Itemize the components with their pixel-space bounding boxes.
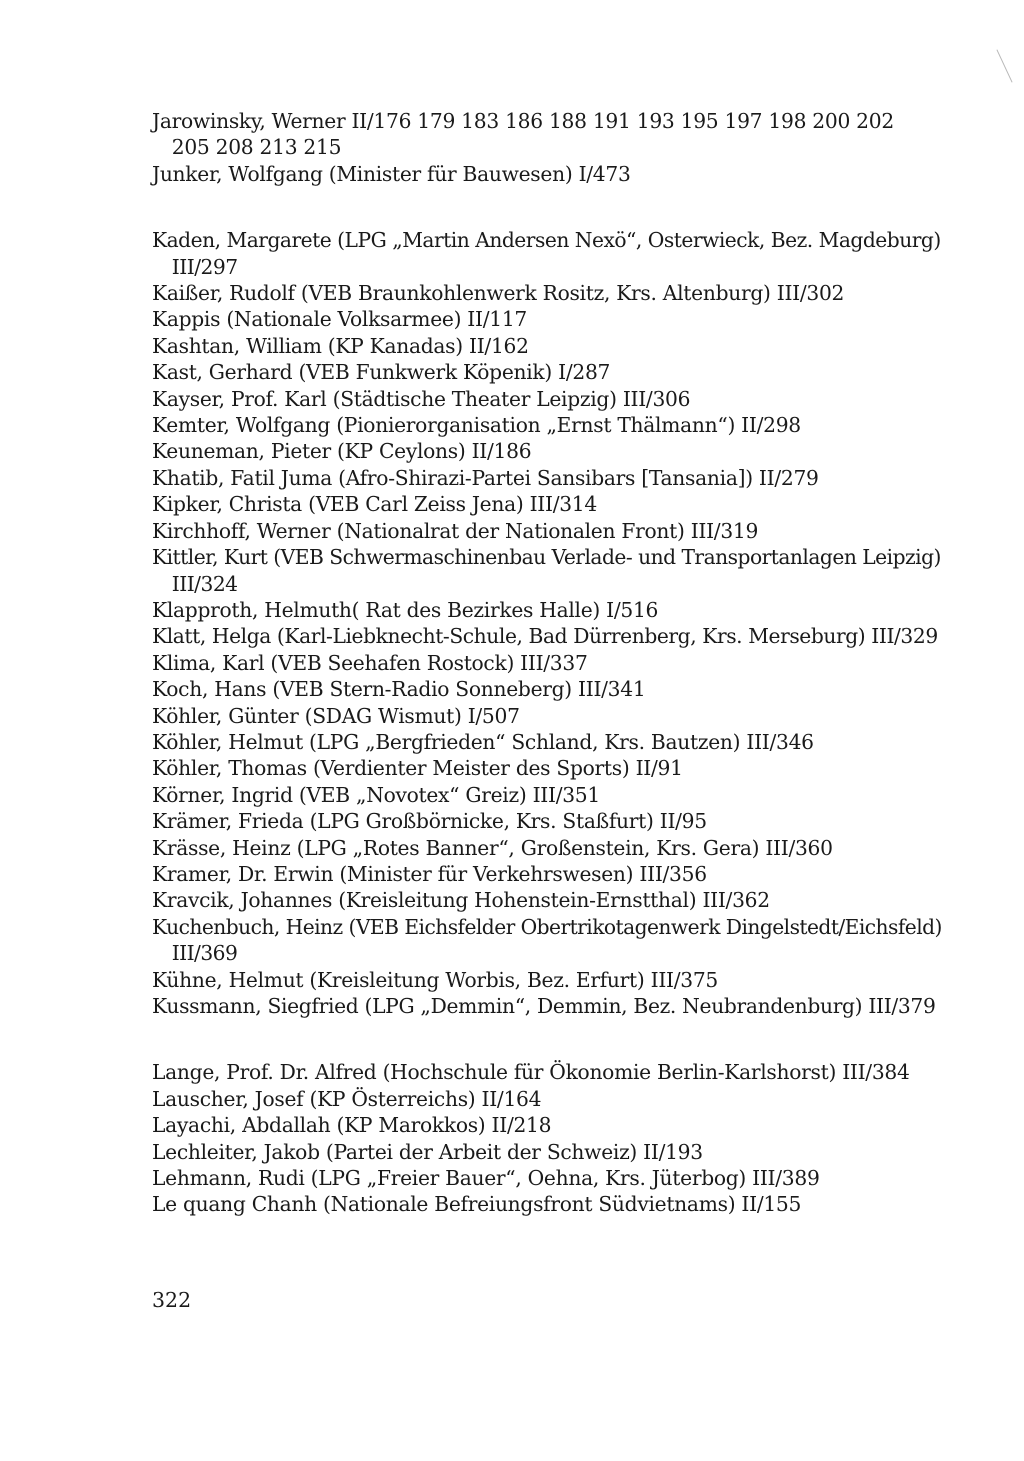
index-entry [152,887,942,913]
index-entry [152,161,942,187]
entry-text: Jarowinsky, Werner II/176 179 183 186 188 191 193 195 197 198 200 202 [152,109,894,133]
entry-text: Khatib, Fatil Juma (Afro-Shirazi-Partei Sansibars [Tansania]) II/279 [152,465,819,490]
entry-text: Lechleiter, Jakob (Partei der Arbeit der Schweiz) II/193 [152,1139,703,1164]
index-group-j [152,108,952,187]
index-entry [152,280,942,306]
index-group-l [152,1059,952,1217]
entry-text: Lauscher, Josef (KP Österreichs) II/164 [152,1086,542,1111]
index-entry [152,465,942,491]
entry-text: Kipker, Christa (VEB Carl Zeiss Jena) III/314 [152,492,597,517]
entry-text: Klatt, Helga (Karl-Liebknecht-Schule, Bad Dürrenberg, Krs. Merseburg) III/329 [152,624,938,649]
group-separator [152,187,952,227]
index-entry [152,1112,942,1138]
scan-mark [996,49,1012,82]
index-entry [152,755,942,781]
entry-continuation: III/297 [171,254,238,279]
entry-text: Kravcik, Johannes (Kreisleitung Hohenstein-Ernstthal) III/362 [152,888,770,913]
index-entry [152,518,942,544]
index-entry [152,597,942,623]
entry-text: Lehmann, Rudi (LPG „Freier Bauer“, Oehna, Krs. Jüterbog) III/389 [152,1166,820,1191]
index-entry [152,782,942,808]
entry-text: Kayser, Prof. Karl (Städtische Theater Leipzig) III/306 [152,386,691,411]
entry-text: Kramer, Dr. Erwin (Minister für Verkehrswesen) III/356 [152,861,707,886]
index-entry [152,438,942,464]
entry-text: Körner, Ingrid (VEB „Novotex“ Greiz) III/351 [152,782,600,807]
entry-text: Kussmann, Siegfried (LPG „Demmin“, Demmin, Bez. Neubrandenburg) III/379 [152,994,936,1018]
index-entry [152,729,942,755]
index-entry [152,333,942,359]
entry-text: Kaden, Margarete (LPG „Martin Andersen Nexö“, Osterwieck, Bez. Magdeburg) [152,228,941,253]
index-entry [152,1165,942,1191]
index-entry [152,359,942,385]
entry-text: Krässe, Heinz (LPG „Rotes Banner“, Großenstein, Krs. Gera) III/360 [152,835,833,860]
index-entry [152,914,942,967]
index-entry [152,650,942,676]
index-entry [152,1139,942,1165]
index-entry [152,412,942,438]
entry-text: Kashtan, William (KP Kanadas) II/162 [152,333,529,358]
entry-text: Köhler, Thomas (Verdienter Meister des Sports) II/91 [152,756,683,781]
index-entry [152,861,942,887]
entry-text: Köhler, Helmut (LPG „Bergfrieden“ Schland, Krs. Bautzen) III/346 [152,729,814,754]
entry-text: Klima, Karl (VEB Seehafen Rostock) III/337 [152,650,588,675]
entry-text: Kühne, Helmut (Kreisleitung Worbis, Bez. Erfurt) III/375 [152,967,719,992]
entry-text: Kemter, Wolfgang (Pionierorganisation „Ernst Thälmann“) II/298 [152,413,801,438]
entry-text: Köhler, Günter (SDAG Wismut) I/507 [152,703,520,728]
entry-text: Klapproth, Helmuth( Rat des Bezirkes Halle) I/516 [152,597,659,622]
index-entry [152,1059,942,1085]
entry-text: Krämer, Frieda (LPG Großbörnicke, Krs. Staßfurt) II/95 [152,809,707,834]
page-number: 322 [152,1288,192,1312]
index-page [152,108,952,1218]
entry-text: Junker, Wolfgang (Minister für Bauwesen) I/473 [152,161,631,186]
group-separator [152,1019,952,1059]
entry-text: Kuchenbuch, Heinz (VEB Eichsfelder Obertrikotagenwerk Dingelstedt/Eichsfeld) [152,914,942,939]
index-entry [152,544,942,597]
index-group-k [152,227,952,1019]
index-entry [152,227,942,280]
entry-text: Kast, Gerhard (VEB Funkwerk Köpenik) I/287 [152,360,611,385]
entry-text: Keuneman, Pieter (KP Ceylons) II/186 [152,439,532,464]
index-entry [152,703,942,729]
index-entry [152,1191,942,1217]
entry-continuation: III/324 [171,571,238,596]
index-entry [152,386,942,412]
index-entry [152,808,942,834]
entry-continuation: III/369 [171,941,238,966]
index-entry [152,623,942,649]
entry-text: Kittler, Kurt (VEB Schwermaschinenbau Verlade- und Transportanlagen Leipzig) [152,545,941,570]
entry-text: Le quang Chanh (Nationale Befreiungsfront Südvietnams) II/155 [152,1192,802,1217]
index-entry [152,967,942,993]
index-entry [152,108,942,161]
index-entry [152,306,942,332]
index-entry [152,835,942,861]
entry-text: Layachi, Abdallah (KP Marokkos) II/218 [152,1113,552,1138]
entry-text: Kaißer, Rudolf (VEB Braunkohlenwerk Rositz, Krs. Altenburg) III/302 [152,281,845,306]
entry-text: Kappis (Nationale Volksarmee) II/117 [152,307,527,332]
index-entry [152,1086,942,1112]
entry-text: Lange, Prof. Dr. Alfred (Hochschule für Ökonomie Berlin-Karlshorst) III/384 [152,1060,910,1085]
index-entry [152,993,942,1019]
entry-text: Kirchhoff, Werner (Nationalrat der Nationalen Front) III/319 [152,518,759,543]
entry-continuation: 205 208 213 215 [171,135,342,160]
index-entry [152,491,942,517]
index-entry [152,676,942,702]
entry-text: Koch, Hans (VEB Stern-Radio Sonneberg) III/341 [152,677,646,702]
